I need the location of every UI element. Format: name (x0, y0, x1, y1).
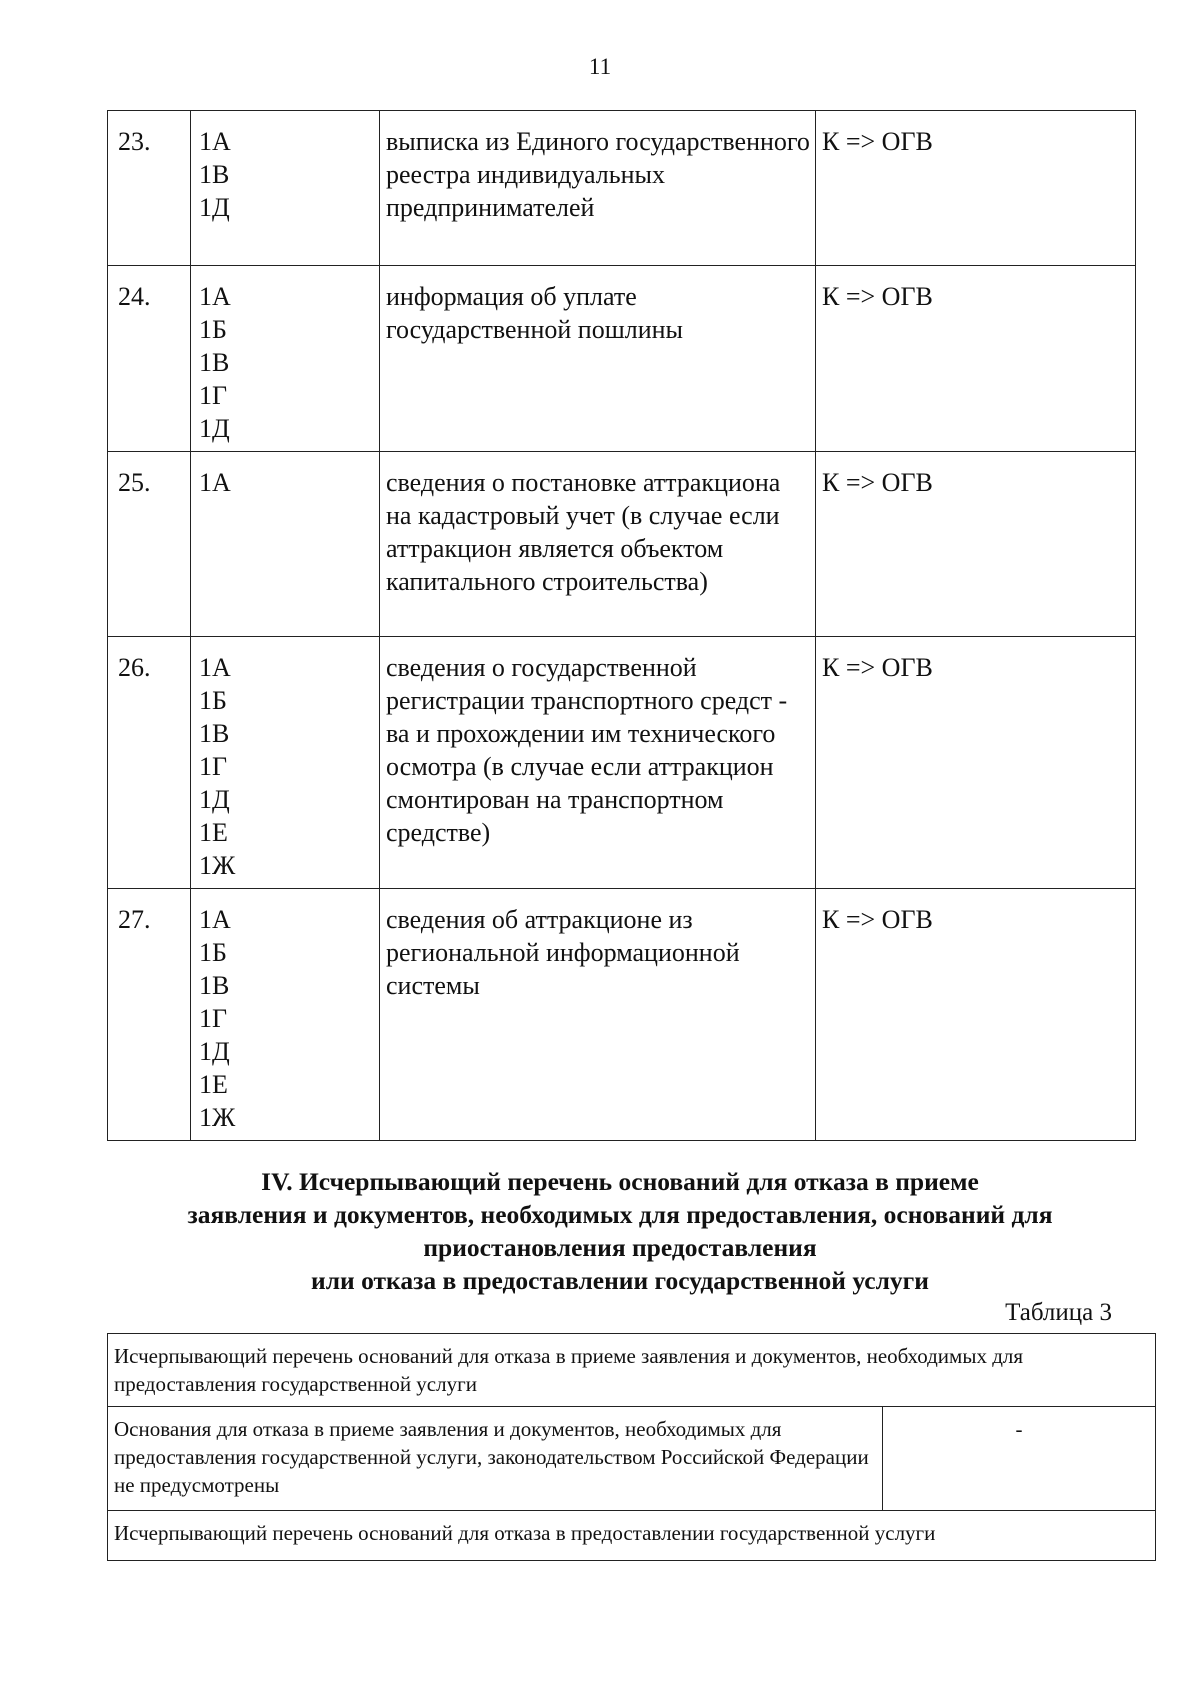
code: 1Д (199, 1037, 230, 1066)
row-description: сведения о постановке аттракциона на кадастровый учет (в случае если аттракцион является объектом капитального строительства) (380, 452, 816, 637)
row-flow: К => ОГВ (816, 111, 1136, 266)
table-row (108, 1511, 1156, 1561)
section-heading-line: приостановления предоставления (423, 1233, 817, 1262)
row-description: выписка из Единого государственного реестра индивидуальных предпринимателей (380, 111, 816, 266)
table-row (108, 1407, 1156, 1511)
code: 1Ж (199, 1103, 236, 1132)
section-heading-line: или отказа в предоставлении государственной услуги (311, 1266, 929, 1295)
code: 1В (199, 719, 230, 748)
section-heading-line: IV. Исчерпывающий перечень оснований для отказа в приеме (261, 1167, 979, 1196)
row-number: 25. (108, 452, 191, 637)
code: 1А (199, 653, 231, 682)
row-codes (191, 889, 380, 1141)
code: 1Б (199, 686, 227, 715)
code: 1Д (199, 785, 230, 814)
row-number: 23. (108, 111, 191, 266)
row-description: сведения о государственной регистрации транспортного средст - ва и прохождении им технического осмотра (в случае если аттракцион смонтирован на транспортном средстве) (380, 637, 816, 889)
table-row (108, 889, 1136, 1141)
code: 1Е (199, 818, 228, 847)
code: 1Б (199, 938, 227, 967)
code: 1В (199, 971, 230, 1000)
section-heading (100, 1165, 1140, 1297)
row-flow: К => ОГВ (816, 637, 1136, 889)
table-cell: Исчерпывающий перечень оснований для отказа в приеме заявления и документов, необходимых для предоставления государственной услуги (108, 1334, 1156, 1407)
page-number: 11 (588, 54, 612, 79)
code: 1Г (199, 1004, 228, 1033)
table-cell: - (883, 1407, 1156, 1511)
row-flow: К => ОГВ (816, 452, 1136, 637)
row-codes (191, 111, 380, 266)
row-codes (191, 637, 380, 889)
table-row (108, 452, 1136, 637)
row-number: 26. (108, 637, 191, 889)
code: 1Е (199, 1070, 228, 1099)
row-codes (191, 452, 380, 637)
code: 1А (199, 282, 231, 311)
table-cell: Исчерпывающий перечень оснований для отказа в предоставлении государственной услуги (108, 1511, 1156, 1561)
row-description: сведения об аттракционе из региональной информационной системы (380, 889, 816, 1141)
code: 1Б (199, 315, 227, 344)
row-description: информация об уплате государственной пошлины (380, 266, 816, 452)
code: 1А (199, 905, 231, 934)
code: 1Г (199, 752, 228, 781)
row-codes (191, 266, 380, 452)
table-row (108, 637, 1136, 889)
code: 1А (199, 468, 231, 497)
row-flow: К => ОГВ (816, 266, 1136, 452)
table-cell: Основания для отказа в приеме заявления и документов, необходимых для предоставления государственной услуги, законодательством Российской Федерации не предусмотрены (108, 1407, 883, 1511)
refusal-grounds-table (107, 1333, 1156, 1561)
code: 1В (199, 348, 230, 377)
code: 1В (199, 160, 230, 189)
table-row (108, 111, 1136, 266)
table-row (108, 266, 1136, 452)
table-row (108, 1334, 1156, 1407)
code: 1Ж (199, 851, 236, 880)
row-number: 24. (108, 266, 191, 452)
documents-table (107, 110, 1136, 1141)
code: 1Д (199, 414, 230, 443)
code: 1Г (199, 381, 228, 410)
row-number: 27. (108, 889, 191, 1141)
row-flow: К => ОГВ (816, 889, 1136, 1141)
section-heading-line: заявления и документов, необходимых для предоставления, оснований для (187, 1200, 1053, 1229)
code: 1Д (199, 193, 230, 222)
code: 1А (199, 127, 231, 156)
table-label: Таблица 3 (1005, 1299, 1112, 1326)
